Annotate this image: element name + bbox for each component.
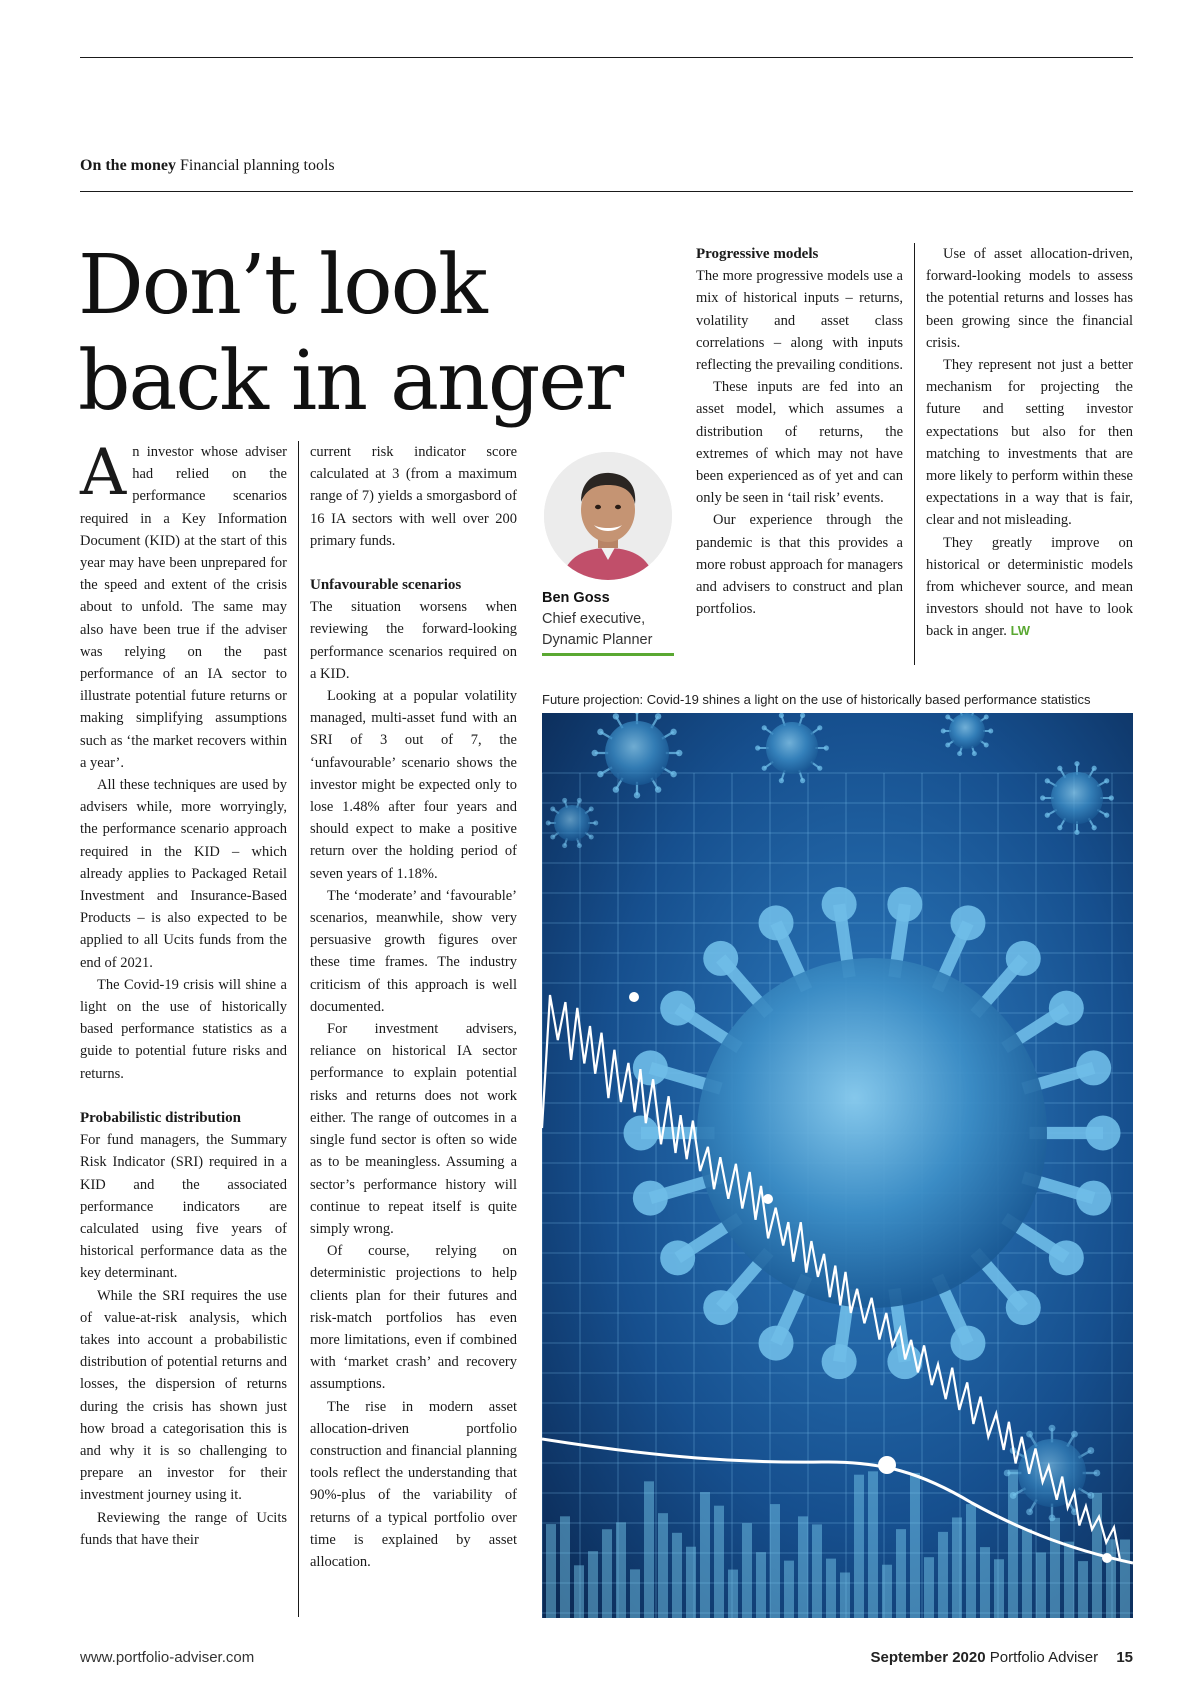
- paragraph: An investor whose adviser had relied on the performance scenarios required in a Key Information Document (KID) at the start of this year may have been unprepared for the speed and extent of the crisis about to unfold. The same may also have been true if the adviser was relying on the past performance of an IA sector to illustrate potential future returns or making simplifying assumptions such as ‘the market recovers within a year’.: [80, 436, 287, 771]
- article-column-2: [310, 441, 517, 1573]
- author-byline: [542, 588, 652, 651]
- paragraph: The situation worsens when reviewing the forward-looking performance scenarios required on a KID.: [310, 599, 517, 682]
- page-number: 15: [1116, 1649, 1133, 1666]
- section-rule: [80, 191, 1133, 192]
- section-topic: Financial planning tools: [180, 157, 335, 174]
- publication-name: Portfolio Adviser: [989, 1649, 1099, 1666]
- paragraph: Of course, relying on deterministic projections to help clients plan for their futures and risk-match portfolios has even more limitations, even if combined with ‘market crash’ and recovery assumptions.: [310, 1243, 517, 1393]
- paragraph: Our experience through the pandemic is that this provides a more robust approach for managers and advisers to construct and plan portfolios.: [696, 512, 903, 618]
- column-divider: [914, 243, 915, 665]
- illustration-svg: [542, 713, 1133, 1618]
- figure-caption: Future projection: Covid-19 shines a light on the use of historically based performance statistics: [542, 692, 1091, 707]
- paragraph: For investment advisers, reliance on historical IA sector performance to explain potential risks and returns does not work either. The range of outcomes in a single fund sector is often so wide as to be meaningless. Assuming a sector’s performance history will continue to repeat itself is quite simply wrong.: [310, 1021, 517, 1237]
- paragraph: Looking at a popular volatility managed, multi-asset fund with an SRI of 3 out of 7, the ‘unfavourable’ scenario shows the investor might be expected only to lose 1.48% after four years and should expect to make a positive return over the holding period of seven years of 1.18%.: [310, 688, 517, 882]
- article-column-3: [696, 243, 903, 620]
- subheading: Unfavourable scenarios: [310, 577, 462, 594]
- article-column-1: [80, 436, 287, 1551]
- paragraph: The rise in modern asset allocation-driven portfolio construction and financial planning tools reflect the understanding that 90%-plus of the variability of returns of a typical portfolio over time is explained by asset allocation.: [310, 1398, 517, 1570]
- paragraph: They greatly improve on historical or deterministic models from whichever source, and mean investors should not have to look back in anger. LW: [926, 534, 1133, 640]
- author-photo: [544, 452, 672, 580]
- paragraph: The ‘moderate’ and ‘favourable’ scenarios, meanwhile, show very persuasive growth figures over these time frames. The industry criticism of this approach is well documented.: [310, 887, 517, 1015]
- accent-bar: [542, 653, 674, 656]
- paragraph: They represent not just a better mechanism for projecting the future and setting investor expectations but also for then matching to investments that are more likely to perform within these expectations in a way that is fair, clear and not misleading.: [926, 357, 1133, 529]
- drop-cap: A: [80, 436, 127, 510]
- footer-url: www.portfolio-adviser.com: [80, 1649, 255, 1666]
- subheading: Probabilistic distribution: [80, 1109, 242, 1126]
- subheading: Progressive models: [696, 246, 819, 262]
- paragraph: Use of asset allocation-driven, forward-looking models to assess the potential returns and losses has been growing since the financial crisis.: [926, 246, 1133, 351]
- section-name: On the money: [80, 157, 176, 174]
- author-company: Dynamic Planner: [542, 632, 653, 648]
- covid-market-illustration: [542, 713, 1133, 1618]
- section-label: [80, 157, 335, 175]
- avatar: [544, 452, 672, 580]
- author-role: Chief executive,: [542, 611, 646, 627]
- paragraph: For fund managers, the Summary Risk Indicator (SRI) required in a KID and the associated performance indicators are calculated using five years of historical performance data as the key determinant.: [80, 1132, 287, 1282]
- footer-issue: [871, 1649, 1134, 1666]
- top-rule: [80, 57, 1133, 58]
- article-column-4: [926, 243, 1133, 643]
- issue-date: September 2020: [870, 1649, 986, 1666]
- column-divider: [298, 441, 299, 1617]
- author-name: Ben Goss: [542, 590, 610, 606]
- headline: Don’t look back in anger: [78, 238, 623, 429]
- paragraph: current risk indicator score calculated at 3 (from a maximum range of 7) yields a smorgasbord of 16 IA sectors with well over 200 primary funds.: [310, 444, 517, 549]
- paragraph: These inputs are fed into an asset model, which assumes a distribution of returns, the extremes of which may not have been experienced as of yet and can only be seen in ‘tail risk’ events.: [696, 379, 903, 507]
- paragraph: While the SRI requires the use of value-at-risk analysis, which takes into account a probabilistic distribution of potential returns and losses, the dispersion of returns during the crisis has shown just how broad a categorisation this is and why it is so challenging to prepare an investor for their investment journey using it.: [80, 1287, 287, 1504]
- paragraph: The Covid-19 crisis will shine a light on the use of historically based performance statistics as a guide to potential future risks and returns.: [80, 976, 287, 1082]
- paragraph: Reviewing the range of Ucits funds that have their: [80, 1509, 287, 1548]
- paragraph: The more progressive models use a mix of historical inputs – returns, volatility and asset class correlations – along with inputs reflecting the prevailing conditions.: [696, 268, 903, 374]
- paragraph: All these techniques are used by advisers while, more worryingly, the performance scenario approach required in the KID – which already applies to Packaged Retail Investment and Insurance-Based Products – is also expected to be applied to all Ucits funds from the end of 2021.: [80, 777, 287, 971]
- author-signoff: LW: [1010, 623, 1031, 639]
